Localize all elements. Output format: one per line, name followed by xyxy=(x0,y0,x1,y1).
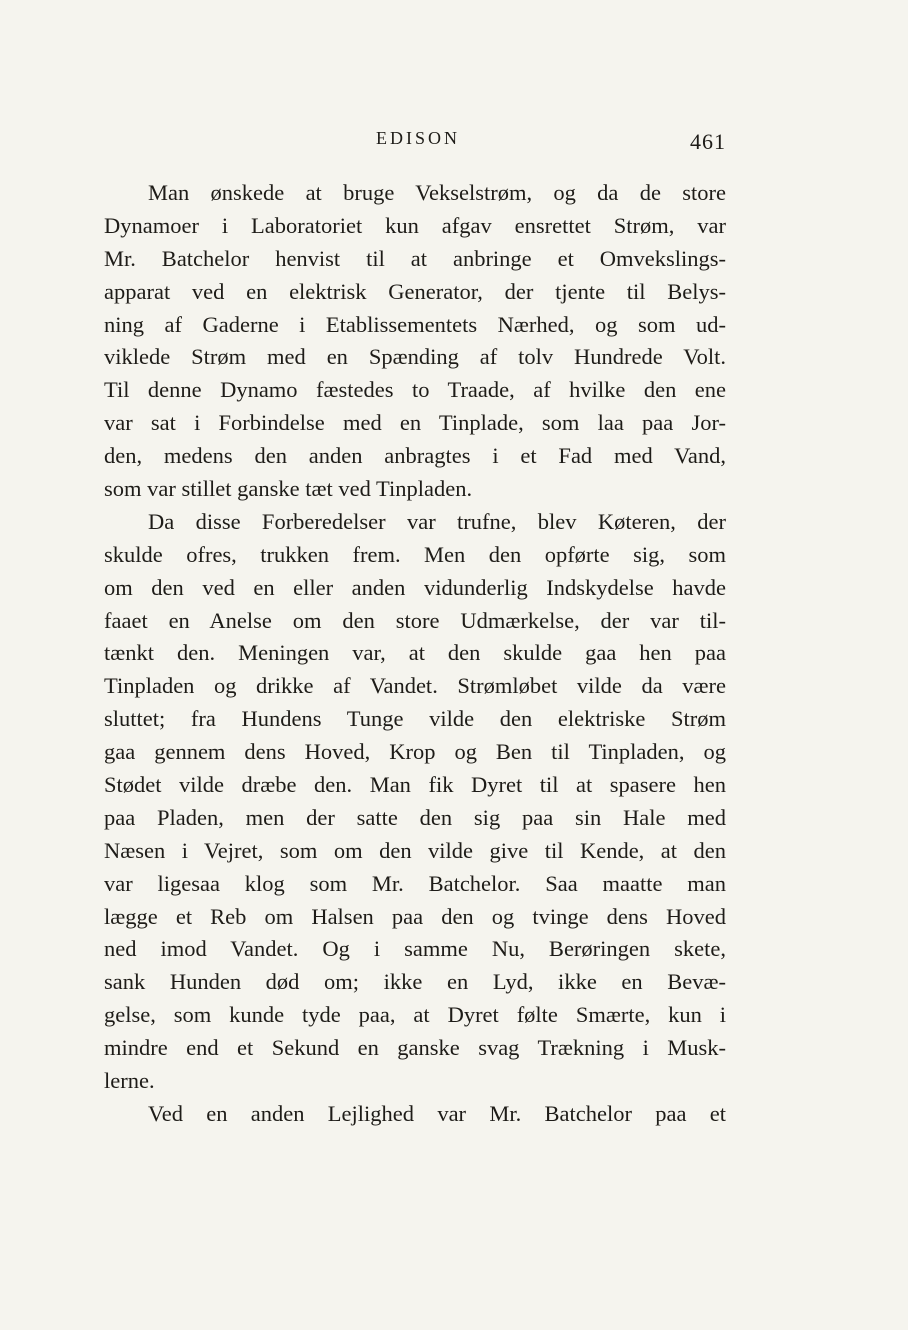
text-line: Tinpladen og drikke af Vandet. Strømløbet vilde da være xyxy=(104,673,726,699)
text-line: lerne. xyxy=(104,1068,155,1094)
text-line: Stødet vilde dræbe den. Man fik Dyret til at spasere hen xyxy=(104,772,726,798)
running-head xyxy=(104,127,726,157)
text-line: om den ved en eller anden vidunderlig Indskydelse havde xyxy=(104,574,726,600)
text-line: sank Hunden død om; ikke en Lyd, ikke en Bevæ- xyxy=(104,969,726,995)
text-line: lægge et Reb om Halsen paa den og tvinge dens Hoved xyxy=(104,903,726,929)
text-line: gelse, som kunde tyde paa, at Dyret følte Smærte, kun i xyxy=(104,1002,726,1028)
text-line: ned imod Vandet. Og i samme Nu, Berøringen skete, xyxy=(104,936,726,962)
text-line: skulde ofres, trukken frem. Men den opførte sig, som xyxy=(104,541,726,567)
text-line: apparat ved en elektrisk Generator, der tjente til Belys- xyxy=(104,278,726,304)
text-line: som var stillet ganske tæt ved Tinpladen. xyxy=(104,476,473,502)
text-line: paa Pladen, men der satte den sig paa sin Hale med xyxy=(104,804,726,830)
text-line: Mr. Batchelor henvist til at anbringe et Omvekslings- xyxy=(104,245,726,271)
page-number: 461 xyxy=(690,129,726,154)
text-line: ning af Gaderne i Etablissementets Nærhed, og som ud- xyxy=(104,311,726,337)
text-line: Da disse Forberedelser var trufne, blev Køteren, der xyxy=(148,508,726,534)
text-line: var ligesaa klog som Mr. Batchelor. Saa maatte man xyxy=(104,870,726,896)
text-line: sluttet; fra Hundens Tunge vilde den elektriske Strøm xyxy=(104,706,726,732)
text-line: Næsen i Vejret, som om den vilde give til Kende, at den xyxy=(104,837,726,863)
running-title: EDISON xyxy=(376,128,460,148)
text-line: tænkt den. Meningen var, at den skulde gaa hen paa xyxy=(104,640,726,666)
text-line: faaet en Anelse om den store Udmærkelse, der var til- xyxy=(104,607,726,633)
text-line: Til denne Dynamo fæstedes to Traade, af hvilke den ene xyxy=(104,377,726,403)
text-line: Ved en anden Lejlighed var Mr. Batchelor paa et xyxy=(148,1100,726,1126)
text-line: viklede Strøm med en Spænding af tolv Hundrede Volt. xyxy=(104,344,726,370)
text-line: gaa gennem dens Hoved, Krop og Ben til Tinpladen, og xyxy=(104,739,726,765)
text-line: Man ønskede at bruge Vekselstrøm, og da de store xyxy=(148,180,726,205)
text-line: den, medens den anden anbragtes i et Fad med Vand, xyxy=(104,443,726,469)
text-line: Dynamoer i Laboratoriet kun afgav ensrettet Strøm, var xyxy=(104,212,726,238)
text-line: var sat i Forbindelse med en Tinplade, som laa paa Jor- xyxy=(104,410,726,436)
text-line: mindre end et Sekund en ganske svag Trækning i Musk- xyxy=(104,1035,726,1061)
body-text xyxy=(104,177,726,1131)
